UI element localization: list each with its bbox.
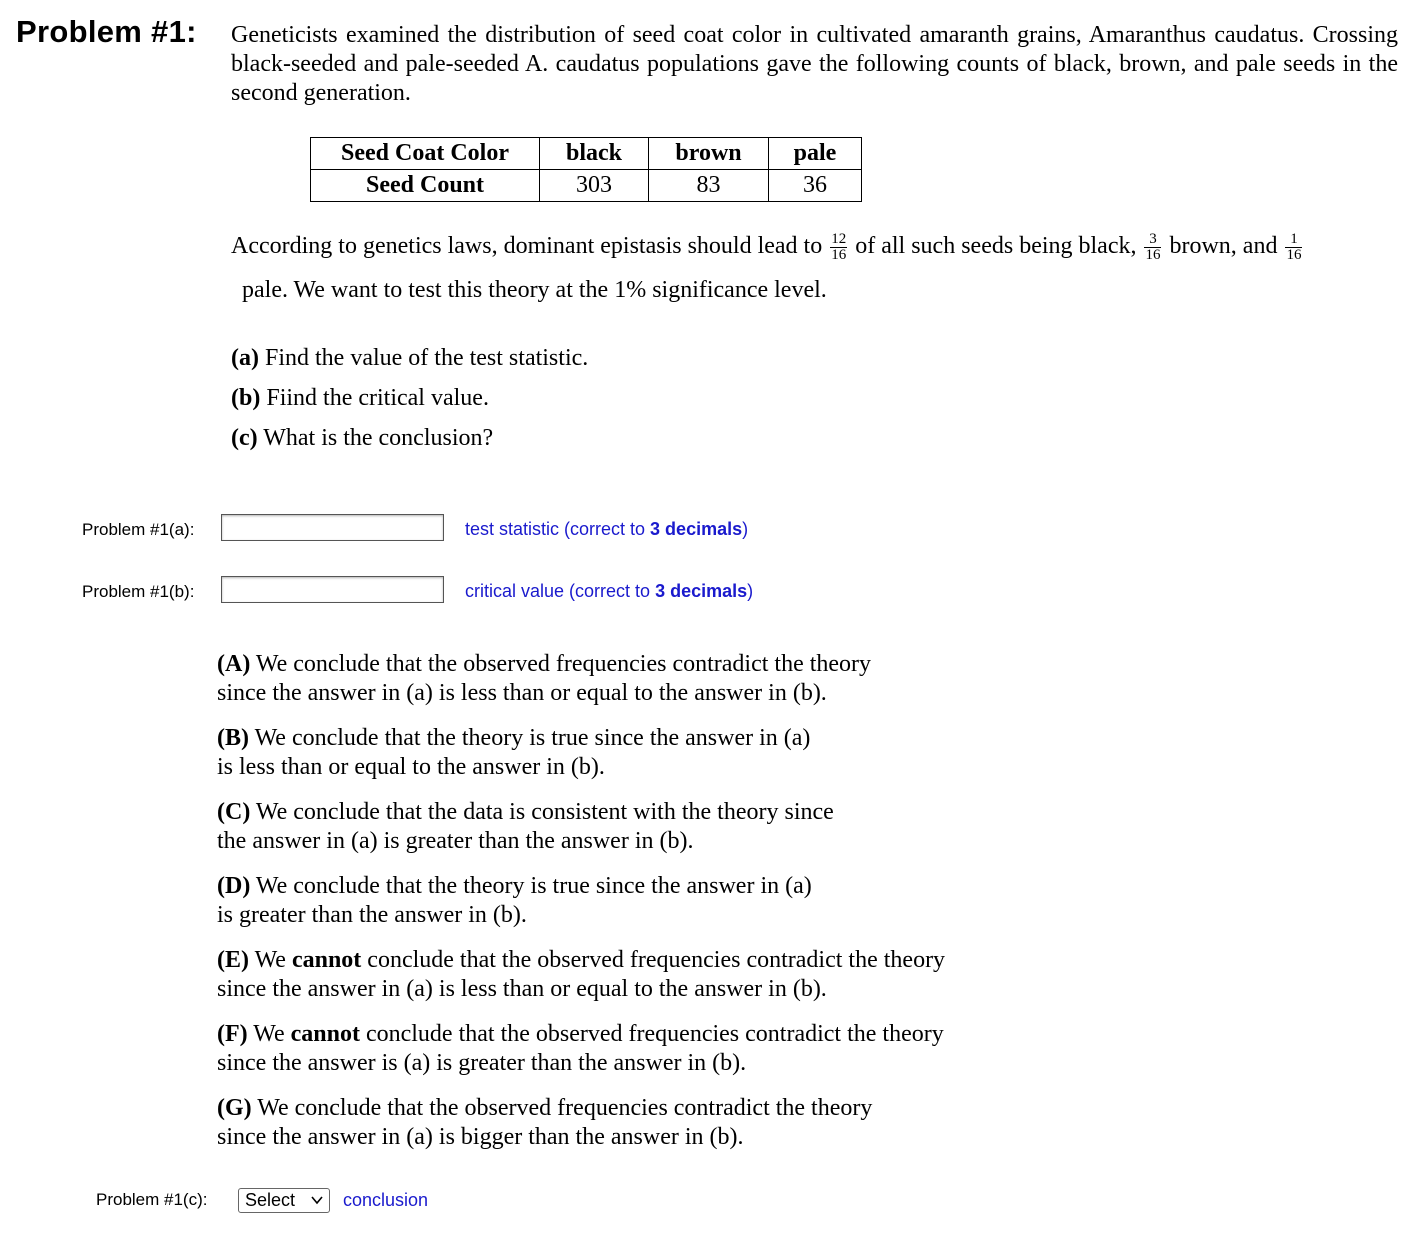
table-cell: 303 — [540, 170, 649, 202]
critical-value-input[interactable] — [221, 576, 444, 603]
chevron-down-icon — [311, 1193, 323, 1207]
fraction-brown: $\frac{3}{16}$ — [1145, 231, 1161, 263]
question-b: (b) Fiind the critical value. — [231, 385, 489, 411]
option-a: (A) We conclude that the observed frequencies contradict the theory since the answer in (a) is less than or equal to the answer in (b). — [217, 651, 872, 706]
theory-text: According to genetics laws, dominant epistasis should lead to — [231, 233, 823, 260]
question-a: (a) Find the value of the test statistic. — [231, 345, 589, 371]
theory-text: of all such seeds being black, — [855, 233, 1137, 260]
header-cell: brown — [649, 138, 769, 170]
option-g: (G) We conclude that the observed frequencies contradict the theory since the answer in (a) is bigger than the answer in (b). — [217, 1095, 873, 1150]
header-cell: pale — [769, 138, 862, 170]
conclusion-select-value: Select — [245, 1190, 296, 1210]
conclusion-select[interactable] — [238, 1188, 330, 1213]
header-cell: Seed Coat Color — [311, 138, 540, 170]
theory-text: brown, and — [1169, 233, 1278, 260]
option-c: (C) We conclude that the data is consistent with the theory since the answer in (a) is greater than the answer in (b). — [217, 799, 834, 854]
table-cell: 83 — [649, 170, 769, 202]
theory-statement — [231, 232, 1304, 263]
table-header-row — [311, 138, 862, 170]
row-label-cell: Seed Count — [311, 170, 540, 202]
theory-statement-line2: pale. We want to test this theory at the 1% significance level. — [242, 277, 827, 303]
header-cell: black — [540, 138, 649, 170]
test-statistic-hint: test statistic (correct to 3 decimals) — [465, 519, 749, 539]
option-b: (B) We conclude that the theory is true since the answer in (a) is less than or equal to the answer in (b). — [217, 725, 811, 780]
table-row — [311, 170, 862, 202]
answer-a-label: Problem #1(a): — [82, 520, 195, 539]
answer-b-label: Problem #1(b): — [82, 582, 195, 601]
question-c: (c) What is the conclusion? — [231, 425, 494, 451]
fraction-pale: $\frac{1}{16}$ — [1286, 231, 1302, 263]
answer-c-label: Problem #1(c): — [96, 1190, 208, 1209]
seed-count-table — [310, 137, 862, 202]
fraction-black: $\frac{12}{16}$ — [831, 231, 847, 263]
critical-value-hint: critical value (correct to 3 decimals) — [465, 581, 754, 601]
option-e: (E) We cannot conclude that the observed frequencies contradict the theory since the answer in (a) is less than or equal to the answer in (b). — [217, 947, 946, 1002]
problem-heading: Problem #1: — [16, 14, 197, 49]
conclusion-link[interactable]: conclusion — [343, 1190, 429, 1210]
problem-intro: Geneticists examined the distribution of seed coat color in cultivated amaranth grains, Amaranthus caudatus. Crossing black-seeded and pale-seeded A. caudatus populations gave the following counts of black, brown, and pale seeds in the second generation. — [231, 22, 1398, 106]
option-f: (F) We cannot conclude that the observed frequencies contradict the theory since the answer is (a) is greater than the answer in (b). — [217, 1021, 944, 1076]
option-d: (D) We conclude that the theory is true since the answer in (a) is greater than the answer in (b). — [217, 873, 812, 928]
table-cell: 36 — [769, 170, 862, 202]
test-statistic-input[interactable] — [221, 514, 444, 541]
